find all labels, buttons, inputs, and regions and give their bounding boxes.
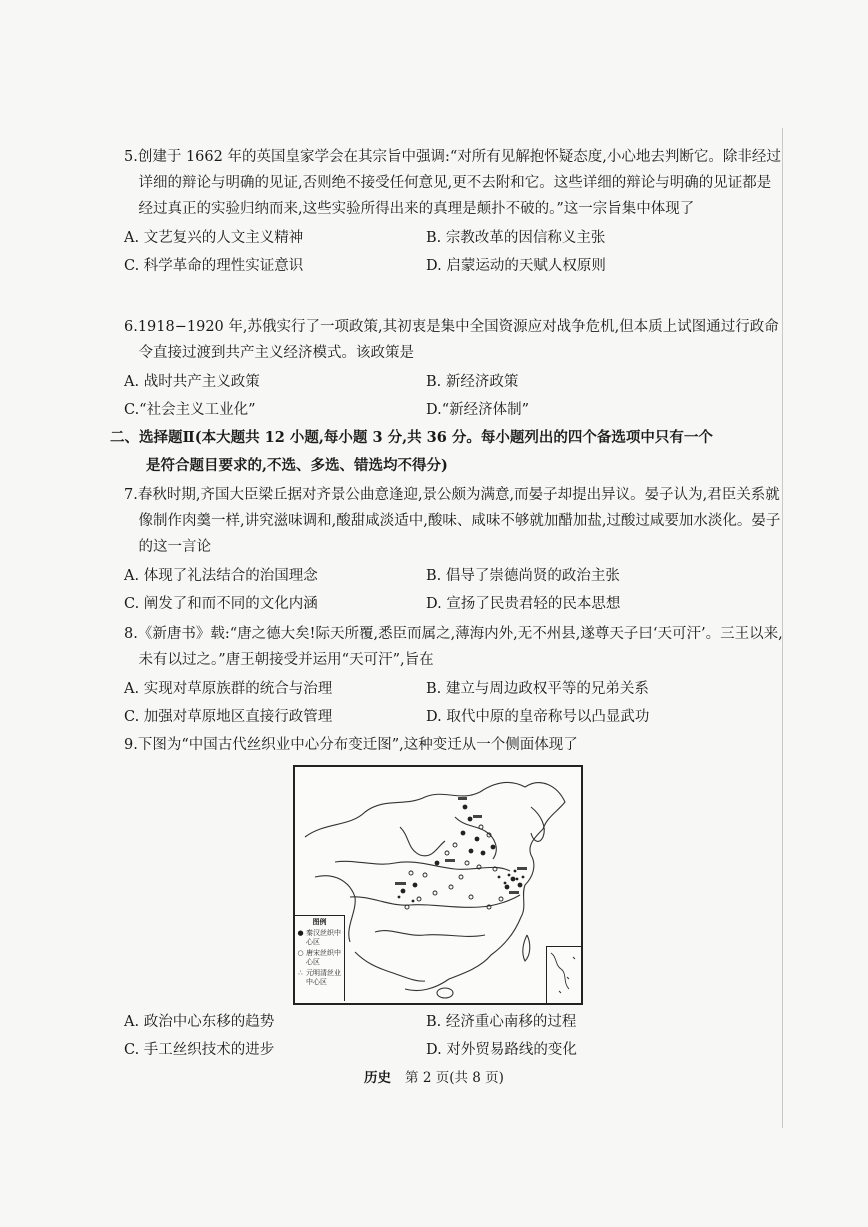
q8-option-d: D. 取代中原的皇帝称号以凸显武功 [426, 709, 650, 725]
q7-option-b: B. 倡导了崇德尚贤的政治主张 [426, 568, 620, 584]
q6-option-a: A. 战时共产主义政策 [124, 374, 260, 390]
footer-page-number: 第 2 页(共 8 页) [405, 1070, 504, 1086]
legend-title: 图例 [312, 918, 327, 926]
q8-option-a: A. 实现对草原族群的统合与治理 [124, 681, 333, 697]
south-sea-inset [546, 946, 581, 1003]
q6-option-d: D.“新经济体制” [426, 402, 530, 418]
q8-option-c: C. 加强对草原地区直接行政管理 [124, 709, 333, 725]
q7-option-d: D. 宣扬了民贵君轻的民本思想 [426, 596, 621, 612]
question-5 [124, 144, 784, 280]
q9-option-d: D. 对外贸易路线的变化 [426, 1042, 577, 1058]
q5-option-d: D. 启蒙运动的天赋人权原则 [426, 258, 606, 274]
question-6-stem: 6.1918−1920 年,苏俄实行了一项政策,其初衷是集中全国资源应对战争危机,但本质上试图通过行政命令直接过渡到共产主义经济模式。该政策是 [124, 319, 779, 361]
silk-industry-map [293, 765, 583, 1005]
q9-option-a: A. 政治中心东移的趋势 [124, 1014, 275, 1030]
legend-item-3: 元明清丝业中心区 [306, 969, 341, 986]
page-footer [0, 1066, 868, 1086]
question-9 [124, 732, 784, 758]
question-6 [124, 314, 784, 424]
footer-subject: 历史 [364, 1070, 392, 1086]
q6-option-b: B. 新经济政策 [426, 374, 519, 390]
q5-option-c: C. 科学革命的理性实证意识 [124, 258, 304, 274]
map-legend [295, 915, 345, 1001]
q7-option-a: A. 体现了礼法结合的治国理念 [124, 568, 318, 584]
question-5-stem: 5.创建于 1662 年的英国皇家学会在其宗旨中强调:“对所有见解抱怀疑态度,小心地去判断它。除非经过详细的辩论与明确的见证,否则绝不接受任何意见,更不去附和它。这些详细的辩论与明确的见证都是经过真正的实验归纳而来,这些实验所得出来的真理是颠扑不破的。”这一宗旨集中体现了 [124, 149, 781, 217]
legend-item-1: 秦汉丝织中心区 [306, 929, 341, 946]
question-7 [124, 482, 784, 618]
section-2-line-2: 是符合题目要求的,不选、多选、错选均不得分) [146, 457, 448, 474]
q5-option-a: A. 文艺复兴的人文主义精神 [124, 230, 304, 246]
question-9-stem: 9.下图为“中国古代丝织业中心分布变迁图”,这种变迁从一个侧面体现了 [124, 737, 578, 753]
legend-item-2: 唐宋丝织中心区 [306, 949, 341, 966]
q9-option-c: C. 手工丝织技术的进步 [124, 1042, 275, 1058]
legend-dot-cluster-icon: ∴ [298, 969, 303, 977]
q9-option-b: B. 经济重心南移的过程 [426, 1014, 577, 1030]
section-2-line-1: 二、选择题Ⅱ(本大题共 12 小题,每小题 3 分,共 36 分。每小题列出的四个备选项中只有一个 [110, 429, 713, 446]
question-7-stem: 7.春秋时期,齐国大臣梁丘据对齐景公曲意逢迎,景公颇为满意,而晏子却提出异议。晏子认为,君臣关系就像制作肉羹一样,讲究滋味调和,酸甜咸淡适中,酸味、咸味不够就加醋加盐,过酸过咸要加水淡化。晏子的这一言论 [124, 487, 781, 555]
question-8-stem: 8.《新唐书》载:“唐之德大矣!际天所覆,悉臣而属之,薄海内外,无不州县,遂尊天子曰‘天可汗’。三王以来,未有以过之。”唐王朝接受并运用“天可汗”,旨在 [124, 626, 783, 668]
q7-option-c: C. 阐发了和而不同的文化内涵 [124, 596, 318, 612]
legend-open-circle-icon: ○ [297, 949, 304, 957]
legend-solid-dot-icon: ● [297, 929, 304, 937]
question-9-options [124, 1008, 784, 1064]
q6-option-c: C.“社会主义工业化” [124, 402, 256, 418]
section-2-heading [110, 424, 790, 480]
q8-option-b: B. 建立与周边政权平等的兄弟关系 [426, 681, 649, 697]
question-8 [124, 621, 784, 731]
q5-option-b: B. 宗教改革的因信称义主张 [426, 230, 606, 246]
